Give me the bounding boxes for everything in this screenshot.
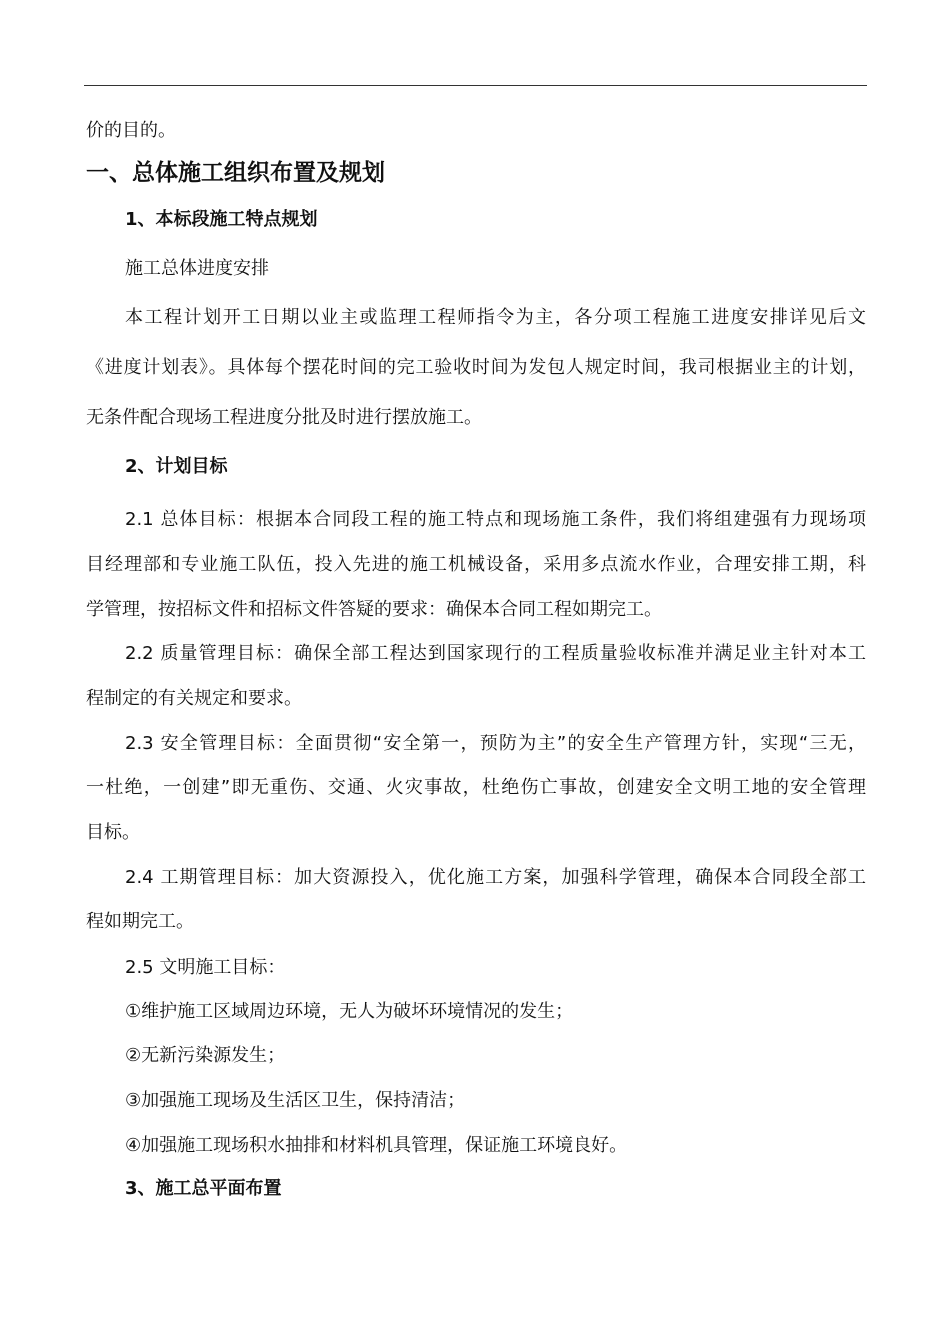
list-item: ③加强施工现场及生活区卫生，保持清洁； (125, 1090, 466, 1111)
subsection-heading-2: 2、计划目标 (125, 456, 228, 477)
paragraph-line: 2.2 质量管理目标：确保全部工程达到国家现行的工程质量验收标准并满足业主针对本工 (125, 643, 866, 664)
paragraph-line: 本工程计划开工日期以业主或监理工程师指令为主，各分项工程施工进度安排详见后文 (125, 307, 866, 328)
subsection-heading-1: 1、本标段施工特点规划 (125, 209, 318, 230)
paragraph-line: 2.1 总体目标：根据本合同段工程的施工特点和现场施工条件，我们将组建强有力现场项 (125, 509, 866, 530)
paragraph-line: 目标。 (86, 822, 140, 843)
list-item: ④加强施工现场积水抽排和材料机具管理，保证施工环境良好。 (125, 1135, 628, 1156)
paragraph-line: 《进度计划表》。具体每个摆花时间的完工验收时间为发包人规定时间，我司根据业主的计划， (86, 357, 866, 378)
section-heading: 一、总体施工组织布置及规划 (86, 160, 385, 186)
paragraph-line: 2.3 安全管理目标：全面贯彻“安全第一，预防为主”的安全生产管理方针，实现“三无， (125, 733, 866, 754)
paragraph-line: 无条件配合现场工程进度分批及时进行摆放施工。 (86, 407, 482, 428)
header-rule (84, 85, 867, 86)
paragraph-line: 目经理部和专业施工队伍，投入先进的施工机械设备，采用多点流水作业，合理安排工期，科 (86, 554, 866, 575)
paragraph-line: 学管理，按招标文件和招标文件答疑的要求：确保本合同工程如期完工。 (86, 599, 662, 620)
paragraph-line: 2.4 工期管理目标：加大资源投入，优化施工方案，加强科学管理，确保本合同段全部工 (125, 867, 866, 888)
paragraph-line: 一杜绝，一创建”即无重伤、交通、火灾事故，杜绝伤亡事故，创建安全文明工地的安全管理 (86, 777, 866, 798)
subsection-heading-3: 3、施工总平面布置 (125, 1178, 282, 1199)
list-item: ①维护施工区域周边环境，无人为破坏环境情况的发生； (125, 1001, 574, 1022)
paragraph-line: 2.5 文明施工目标： (125, 957, 286, 978)
paragraph-title: 施工总体进度安排 (125, 258, 269, 279)
list-item: ②无新污染源发生； (125, 1045, 286, 1066)
continuation-text: 价的目的。 (86, 120, 176, 141)
paragraph-line: 程如期完工。 (86, 911, 194, 932)
paragraph-line: 程制定的有关规定和要求。 (86, 688, 302, 709)
